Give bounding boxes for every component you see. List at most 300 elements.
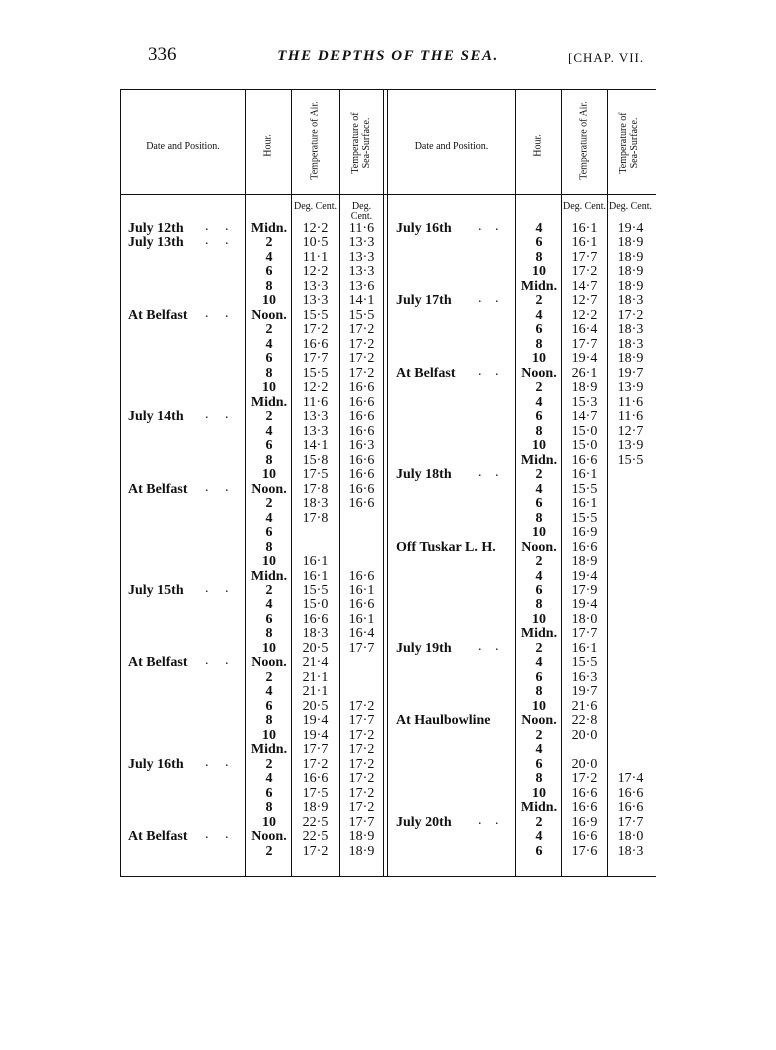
air-temp-cell: 16·9 (571, 525, 598, 541)
leader-dot: . (478, 363, 482, 379)
hour-cell: 8 (265, 278, 273, 294)
sea-temp-cell: 16·6 (348, 394, 375, 410)
hour-cell: 2 (265, 756, 273, 772)
unit-sea-right: Deg. Cent. (608, 201, 653, 212)
unit-air-right: Deg. Cent. (562, 201, 607, 212)
hour-cell: 8 (265, 713, 273, 729)
hour-cell: 4 (535, 742, 543, 758)
air-temp-cell: 13·3 (302, 278, 329, 294)
date-position-label: At Belfast (128, 481, 188, 497)
air-temp-cell: 17·5 (302, 785, 329, 801)
header-sea-right: Temperature of Sea-Surface. (618, 112, 640, 174)
air-temp-cell: 17·2 (302, 756, 329, 772)
sea-temp-cell: 17·2 (348, 756, 375, 772)
sea-temp-cell: 18·9 (617, 235, 644, 251)
sea-temp-cell: 12·7 (617, 423, 644, 439)
sea-temp-cell: 16·6 (348, 481, 375, 497)
leader-dot: . (495, 219, 499, 234)
air-temp-cell: 14·7 (571, 278, 598, 294)
air-temp-cell: 16·6 (571, 452, 598, 468)
unit-air-left: Deg. Cent. (293, 201, 338, 212)
sea-temp-cell: 18·9 (348, 829, 375, 845)
header-air-right: Temperature of Air. (578, 101, 590, 180)
rule-left-edge (120, 89, 121, 877)
hour-cell: 10 (532, 525, 546, 541)
sea-temp-cell: 17·2 (348, 785, 375, 801)
date-position-label: July 16th (396, 221, 452, 236)
leader-dot: . (495, 291, 499, 307)
air-temp-cell: 17·7 (571, 249, 598, 265)
sea-temp-cell: 17·2 (348, 698, 375, 714)
air-temp-cell: 17·2 (571, 771, 598, 787)
air-temp-cell: 18·3 (302, 496, 329, 512)
table-bottom-rule (120, 876, 656, 877)
hour-cell: Midn. (520, 452, 558, 468)
air-temp-cell: 16·1 (571, 235, 598, 251)
hour-cell: 10 (532, 264, 546, 280)
hour-cell: 2 (265, 235, 273, 251)
hour-cell: Midn. (250, 394, 288, 410)
hour-cell: 10 (532, 698, 546, 714)
air-temp-cell: 20·5 (302, 698, 329, 714)
hour-cell: Noon. (521, 539, 557, 555)
air-temp-cell: 19·4 (571, 597, 598, 613)
hour-cell: 4 (265, 336, 273, 352)
air-temp-cell: 12·7 (571, 293, 598, 309)
header-air-left: Temperature of Air. (309, 101, 321, 180)
sea-temp-cell: 18·3 (617, 843, 644, 859)
hour-cell: 2 (265, 496, 273, 512)
air-temp-cell: 16·1 (571, 467, 598, 483)
date-position-label: At Belfast (396, 365, 456, 381)
air-temp-cell: 17·2 (571, 264, 598, 280)
air-temp-cell: 16·1 (302, 554, 329, 570)
air-temp-cell: 14·1 (302, 438, 329, 454)
sea-temp-cell: 16·1 (348, 583, 375, 598)
air-temp-cell: 20·0 (571, 756, 598, 772)
sea-temp-cell: 15·5 (348, 307, 375, 323)
leader-dot: . (205, 305, 209, 321)
sea-temp-cell: 18·3 (617, 322, 644, 338)
date-position-label: July 14th (128, 409, 184, 425)
sea-temp-cell: 13·3 (348, 249, 375, 265)
hour-cell: 2 (535, 640, 543, 656)
leader-dot: . (225, 233, 229, 249)
air-temp-cell: 16·6 (302, 336, 329, 352)
hour-cell: 8 (535, 597, 543, 613)
hour-cell: 8 (265, 452, 273, 468)
leader-dot: . (205, 754, 209, 770)
hour-cell: 2 (265, 669, 273, 685)
header-date-position-right: Date and Position. (414, 141, 489, 152)
sea-temp-cell: 19·7 (617, 365, 644, 381)
sea-temp-cell: 16·6 (348, 597, 375, 613)
air-temp-cell: 16·1 (302, 568, 329, 584)
air-temp-cell: 19·4 (571, 568, 598, 584)
air-temp-cell: 17·8 (302, 510, 329, 526)
air-temp-cell: 14·7 (571, 409, 598, 425)
air-temp-cell: 16·1 (571, 640, 598, 656)
air-temp-cell: 15·3 (571, 394, 598, 410)
air-temp-cell: 16·6 (302, 611, 329, 627)
air-temp-cell: 12·2 (571, 307, 598, 323)
hour-cell: 6 (535, 409, 543, 425)
leader-dot: . (205, 479, 209, 495)
hour-cell: Midn. (520, 278, 558, 294)
air-temp-cell: 17·7 (571, 336, 598, 352)
air-temp-cell: 20·5 (302, 640, 329, 656)
air-temp-cell: 15·0 (571, 438, 598, 454)
sea-temp-cell: 16·6 (348, 423, 375, 439)
header-date-position-left: Date and Position. (146, 141, 220, 152)
air-temp-cell: 17·6 (571, 843, 598, 859)
air-temp-cell: 19·4 (571, 351, 598, 367)
hour-cell: 10 (532, 438, 546, 454)
leader-dot: . (205, 581, 209, 596)
air-temp-cell: 20·0 (571, 727, 598, 743)
air-temp-cell: 15·5 (571, 510, 598, 526)
hour-cell: 8 (265, 800, 273, 816)
hour-cell: Noon. (251, 481, 287, 497)
hour-cell: 4 (535, 655, 543, 671)
header-hour-right: Hour. (532, 134, 544, 157)
sea-temp-cell: 16·4 (348, 626, 375, 642)
hour-cell: 4 (265, 684, 273, 700)
sea-temp-cell: 17·7 (348, 713, 375, 729)
air-temp-cell: 16·6 (571, 539, 598, 555)
air-temp-cell: 18·9 (302, 800, 329, 816)
hour-cell: 6 (535, 843, 543, 859)
hour-cell: 10 (262, 727, 276, 743)
air-temp-cell: 17·7 (302, 742, 329, 758)
hour-cell: 6 (535, 669, 543, 685)
air-temp-cell: 16·6 (571, 829, 598, 845)
sea-temp-cell: 18·3 (617, 336, 644, 352)
air-temp-cell: 18·9 (571, 380, 598, 396)
air-temp-cell: 17·7 (571, 626, 598, 642)
sea-temp-cell: 16·6 (348, 467, 375, 483)
sea-temp-cell: 19·4 (617, 221, 644, 236)
air-temp-cell: 19·4 (302, 713, 329, 729)
leader-dot: . (495, 465, 499, 481)
leader-dot: . (495, 812, 499, 828)
air-temp-cell: 16·9 (571, 814, 598, 830)
hour-cell: Noon. (521, 365, 557, 381)
hour-cell: 4 (265, 249, 273, 265)
hour-cell: 6 (265, 264, 273, 280)
air-temp-cell: 15·8 (302, 452, 329, 468)
sea-temp-cell: 17·2 (617, 307, 644, 323)
air-temp-cell: 18·9 (571, 554, 598, 570)
hour-cell: 4 (265, 771, 273, 787)
hour-cell: 2 (535, 380, 543, 396)
air-temp-cell: 11·6 (302, 394, 329, 410)
rule-middle-b (387, 89, 388, 877)
date-position-label: July 12th (128, 221, 184, 236)
air-temp-cell: 12·2 (302, 264, 329, 280)
air-temp-cell: 15·0 (302, 597, 329, 613)
hour-cell: 2 (265, 583, 273, 598)
hour-cell: 6 (265, 785, 273, 801)
air-temp-cell: 16·1 (571, 496, 598, 512)
date-position-label: July 16th (128, 756, 184, 772)
sea-temp-cell: 11·6 (617, 409, 644, 425)
hour-cell: Midn. (250, 221, 288, 236)
sea-temp-cell: 17·7 (348, 640, 375, 656)
date-position-label: At Belfast (128, 307, 188, 323)
sea-temp-cell: 17·7 (617, 814, 644, 830)
chapter-marker: [CHAP. VII. (568, 50, 645, 65)
hour-cell: 6 (265, 611, 273, 627)
hour-cell: Midn. (520, 800, 558, 816)
air-temp-cell: 21·6 (571, 698, 598, 714)
hour-cell: 4 (535, 221, 543, 236)
sea-temp-cell: 13·3 (348, 235, 375, 251)
hour-cell: Midn. (520, 626, 558, 642)
hour-cell: 10 (262, 467, 276, 483)
hour-cell: 4 (535, 394, 543, 410)
air-temp-cell: 16·3 (571, 669, 598, 685)
air-temp-cell: 17·9 (571, 583, 598, 598)
sea-temp-cell: 16·3 (348, 438, 375, 454)
sea-temp-cell: 16·6 (348, 496, 375, 512)
date-position-label: At Belfast (128, 655, 188, 671)
air-temp-cell: 18·0 (571, 611, 598, 627)
hour-cell: 2 (265, 843, 273, 859)
leader-dot: . (225, 581, 229, 596)
air-temp-cell: 16·6 (302, 771, 329, 787)
sea-temp-cell: 16·6 (617, 800, 644, 816)
hour-cell: 2 (535, 467, 543, 483)
hour-cell: 4 (265, 510, 273, 526)
air-temp-cell: 17·2 (302, 322, 329, 338)
hour-cell: 10 (532, 611, 546, 627)
hour-cell: Midn. (250, 568, 288, 584)
hour-cell: 2 (265, 409, 273, 425)
date-position-label: July 18th (396, 467, 452, 483)
hour-cell: 4 (535, 481, 543, 497)
sea-temp-cell: 17·2 (348, 322, 375, 338)
leader-dot: . (478, 812, 482, 828)
air-temp-cell: 17·5 (302, 467, 329, 483)
hour-cell: 4 (265, 423, 273, 439)
air-temp-cell: 15·5 (571, 655, 598, 671)
sea-temp-cell: 15·5 (617, 452, 644, 468)
sea-temp-cell: 16·6 (348, 409, 375, 425)
leader-dot: . (478, 219, 482, 234)
rule-middle-a (383, 89, 384, 877)
air-temp-cell: 19·7 (571, 684, 598, 700)
hour-cell: 8 (265, 626, 273, 642)
air-temp-cell: 15·5 (571, 481, 598, 497)
sea-temp-cell: 18·9 (617, 249, 644, 265)
page-number: 336 (148, 44, 177, 65)
leader-dot: . (225, 827, 229, 843)
running-title: THE DEPTHS OF THE SEA. (277, 48, 499, 64)
sea-temp-cell: 17·2 (348, 336, 375, 352)
hour-cell: 10 (532, 351, 546, 367)
sea-temp-cell: 18·0 (617, 829, 644, 845)
hour-cell: 6 (535, 756, 543, 772)
air-temp-cell: 16·1 (571, 221, 598, 236)
hour-cell: 10 (532, 785, 546, 801)
hour-cell: 10 (262, 640, 276, 656)
hour-cell: 6 (265, 525, 273, 541)
hour-cell: 2 (535, 554, 543, 570)
hour-cell: 10 (262, 554, 276, 570)
leader-dot: . (205, 827, 209, 843)
air-temp-cell: 18·3 (302, 626, 329, 642)
hour-cell: 4 (535, 568, 543, 584)
sea-temp-cell: 18·3 (617, 293, 644, 309)
air-temp-cell: 15·5 (302, 583, 329, 598)
leader-dot: . (225, 479, 229, 495)
leader-dot: . (478, 465, 482, 481)
hour-cell: 6 (535, 583, 543, 598)
sea-temp-cell: 17·2 (348, 351, 375, 367)
hour-cell: 8 (535, 249, 543, 265)
air-temp-cell: 15·0 (571, 423, 598, 439)
sea-temp-cell: 11·6 (617, 394, 644, 410)
sea-temp-cell: 17·4 (617, 771, 644, 787)
hour-cell: 2 (535, 814, 543, 830)
table-top-rule (120, 89, 656, 90)
sea-temp-cell: 14·1 (348, 293, 375, 309)
sea-temp-cell: 13·3 (348, 264, 375, 280)
sea-temp-cell: 17·2 (348, 742, 375, 758)
leader-dot: . (205, 653, 209, 669)
date-position-label: At Haulbowline (396, 713, 491, 729)
air-temp-cell: 17·7 (302, 351, 329, 367)
hour-cell: 10 (262, 814, 276, 830)
hour-cell: 8 (265, 539, 273, 555)
date-position-label: July 15th (128, 583, 184, 598)
sea-temp-cell: 11·6 (348, 221, 375, 236)
hour-cell: 6 (265, 351, 273, 367)
date-position-label: July 13th (128, 235, 184, 251)
leader-dot: . (205, 219, 209, 234)
air-temp-cell: 22·8 (571, 713, 598, 729)
sea-temp-cell: 16·1 (348, 611, 375, 627)
date-position-label: July 20th (396, 814, 452, 830)
air-temp-cell: 16·6 (571, 785, 598, 801)
hour-cell: Midn. (250, 742, 288, 758)
air-temp-cell: 21·1 (302, 669, 329, 685)
header-bottom-rule (120, 194, 656, 195)
leader-dot: . (205, 233, 209, 249)
hour-cell: Noon. (251, 655, 287, 671)
sea-temp-cell: 13·9 (617, 438, 644, 454)
hour-cell: 6 (535, 496, 543, 512)
hour-cell: 8 (535, 423, 543, 439)
air-temp-cell: 11·1 (302, 249, 329, 265)
air-temp-cell: 13·3 (302, 423, 329, 439)
air-temp-cell: 12·2 (302, 221, 329, 236)
date-position-label: July 19th (396, 640, 452, 656)
sea-temp-cell: 18·9 (617, 278, 644, 294)
air-temp-cell: 15·5 (302, 307, 329, 323)
leader-dot: . (225, 305, 229, 321)
air-temp-cell: 13·3 (302, 293, 329, 309)
hour-cell: 2 (535, 727, 543, 743)
leader-dot: . (225, 653, 229, 669)
hour-cell: 4 (265, 597, 273, 613)
header-sea-left: Temperature of Sea-Surface. (350, 112, 372, 174)
hour-cell: 6 (265, 698, 273, 714)
air-temp-cell: 17·8 (302, 481, 329, 497)
leader-dot: . (225, 754, 229, 770)
air-temp-cell: 19·4 (302, 727, 329, 743)
sea-temp-cell: 18·9 (617, 264, 644, 280)
sea-temp-cell: 18·9 (617, 351, 644, 367)
air-temp-cell: 17·2 (302, 843, 329, 859)
hour-cell: 4 (535, 307, 543, 323)
air-temp-cell: 21·4 (302, 655, 329, 671)
sea-temp-cell: 16·6 (348, 380, 375, 396)
header-hour-left: Hour. (262, 134, 274, 157)
sea-temp-cell: 13·6 (348, 278, 375, 294)
hour-cell: 6 (265, 438, 273, 454)
sea-temp-cell: 17·2 (348, 727, 375, 743)
hour-cell: 4 (535, 829, 543, 845)
hour-cell: 8 (265, 365, 273, 381)
sea-temp-cell: 16·6 (348, 452, 375, 468)
hour-cell: Noon. (251, 307, 287, 323)
hour-cell: Noon. (521, 713, 557, 729)
air-temp-cell: 13·3 (302, 409, 329, 425)
leader-dot: . (495, 638, 499, 654)
air-temp-cell: 21·1 (302, 684, 329, 700)
hour-cell: 6 (535, 235, 543, 251)
air-temp-cell: 12·2 (302, 380, 329, 396)
hour-cell: 6 (535, 322, 543, 338)
air-temp-cell: 10·5 (302, 235, 329, 251)
hour-cell: 8 (535, 336, 543, 352)
leader-dot: . (478, 638, 482, 654)
sea-temp-cell: 17·2 (348, 365, 375, 381)
hour-cell: 8 (535, 510, 543, 526)
sea-temp-cell: 17·7 (348, 814, 375, 830)
leader-dot: . (205, 407, 209, 423)
air-temp-cell: 16·4 (571, 322, 598, 338)
hour-cell: 2 (535, 293, 543, 309)
date-position-label: July 17th (396, 293, 452, 309)
sea-temp-cell: 16·6 (348, 568, 375, 584)
sea-temp-cell: 16·6 (617, 785, 644, 801)
sea-temp-cell: 18·9 (348, 843, 375, 859)
hour-cell: Noon. (251, 829, 287, 845)
air-temp-cell: 26·1 (571, 365, 598, 381)
leader-dot: . (225, 219, 229, 234)
hour-cell: 10 (262, 380, 276, 396)
hour-cell: 2 (265, 322, 273, 338)
leader-dot: . (225, 407, 229, 423)
air-temp-cell: 22·5 (302, 829, 329, 845)
air-temp-cell: 15·5 (302, 365, 329, 381)
unit-sea-left: Deg. Cent. (350, 201, 373, 222)
hour-cell: 8 (535, 684, 543, 700)
sea-temp-cell: 17·2 (348, 771, 375, 787)
air-temp-cell: 22·5 (302, 814, 329, 830)
sea-temp-cell: 17·2 (348, 800, 375, 816)
air-temp-cell: 16·6 (571, 800, 598, 816)
date-position-label: Off Tuskar L. H. (396, 539, 496, 555)
date-position-label: At Belfast (128, 829, 188, 845)
leader-dot: . (478, 291, 482, 307)
hour-cell: 10 (262, 293, 276, 309)
hour-cell: 8 (535, 771, 543, 787)
leader-dot: . (495, 363, 499, 379)
